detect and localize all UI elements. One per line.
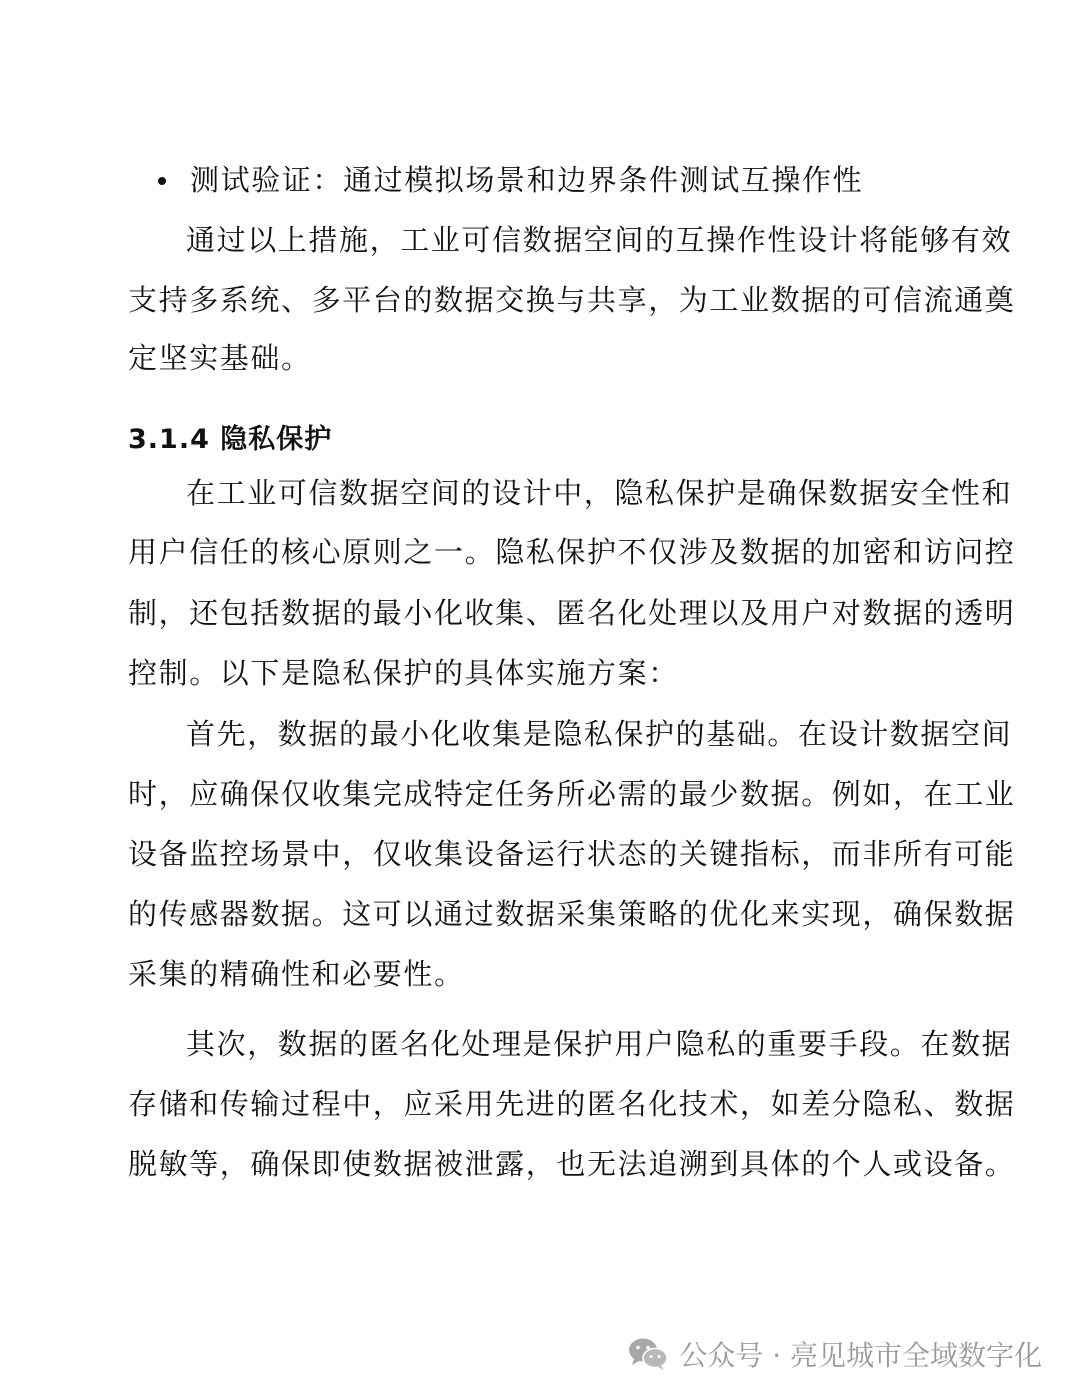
watermark bbox=[627, 1332, 1042, 1376]
paragraph-1-line-2: 支持多系统、多平台的数据交换与共享，为工业数据的可信流通奠 bbox=[128, 283, 1016, 317]
paragraph-2-line-3: 制，还包括数据的最小化收集、匿名化处理以及用户对数据的透明 bbox=[128, 596, 1016, 630]
paragraph-2-line-4: 控制。以下是隐私保护的具体实施方案： bbox=[128, 656, 679, 690]
paragraph-3-line-4: 的传感器数据。这可以通过数据采集策略的优化来实现，确保数据 bbox=[128, 897, 1016, 931]
watermark-text: 公众号 · 亮见城市全域数字化 bbox=[679, 1339, 1042, 1372]
paragraph-2-line-2: 用户信任的核心原则之一。隐私保护不仅涉及数据的加密和访问控 bbox=[128, 535, 1016, 569]
paragraph-4-line-2: 存储和传输过程中，应采用先进的匿名化技术，如差分隐私、数据 bbox=[128, 1087, 1016, 1121]
paragraph-4-line-1: 其次，数据的匿名化处理是保护用户隐私的重要手段。在数据 bbox=[186, 1027, 1013, 1061]
wechat-icon bbox=[627, 1336, 669, 1372]
bullet-dot bbox=[158, 177, 166, 185]
section-heading: 3.1.4 隐私保护 bbox=[128, 424, 333, 455]
paragraph-2-line-1: 在工业可信数据空间的设计中，隐私保护是确保数据安全性和 bbox=[186, 476, 1013, 510]
paragraph-1-line-3: 定坚实基础。 bbox=[128, 341, 312, 375]
paragraph-3-line-5: 采集的精确性和必要性。 bbox=[128, 957, 465, 991]
paragraph-1-line-1: 通过以上措施，工业可信数据空间的互操作性设计将能够有效 bbox=[186, 223, 1013, 257]
bullet-item-text: 测试验证：通过模拟场景和边界条件测试互操作性 bbox=[190, 163, 864, 197]
paragraph-3-line-2: 时，应确保仅收集完成特定任务所必需的最少数据。例如，在工业 bbox=[128, 777, 1016, 811]
paragraph-4-line-3: 脱敏等，确保即使数据被泄露，也无法追溯到具体的个人或设备。 bbox=[128, 1147, 1016, 1181]
paragraph-3-line-1: 首先，数据的最小化收集是隐私保护的基础。在设计数据空间 bbox=[186, 717, 1013, 751]
paragraph-3-line-3: 设备监控场景中，仅收集设备运行状态的关键指标，而非所有可能 bbox=[128, 837, 1016, 871]
